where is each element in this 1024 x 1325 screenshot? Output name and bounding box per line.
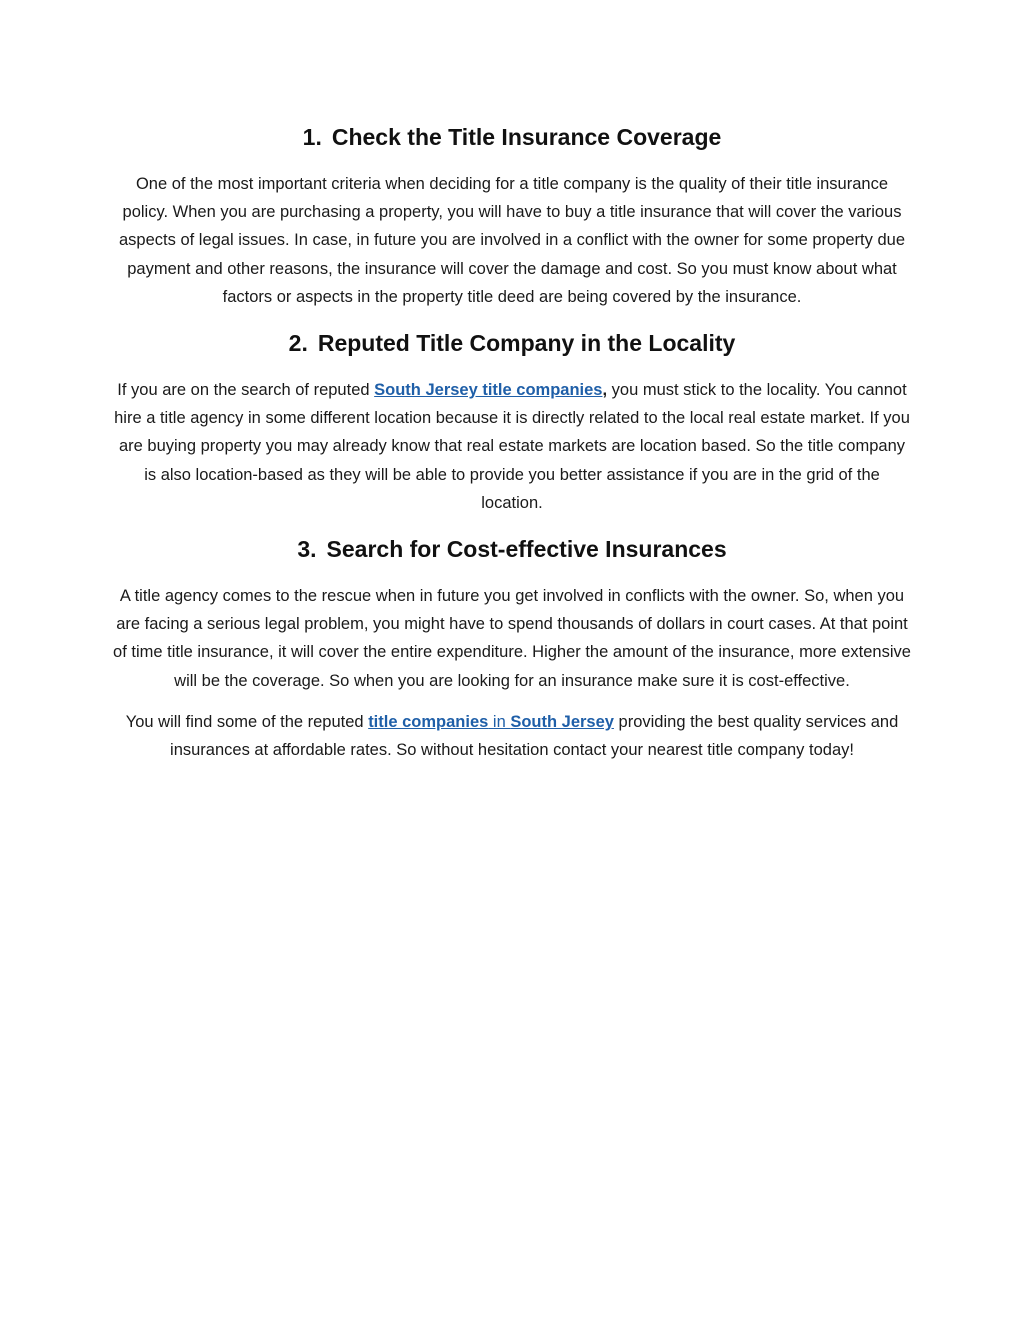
title-companies-link[interactable]: title companies (368, 712, 489, 731)
closing-paragraph (112, 708, 912, 764)
section-2-body (112, 376, 912, 517)
section-2-title: Reputed Title Company in the Locality (317, 330, 736, 357)
closing-end: providing the best quality services and insurances at affordable rates. So without hesitation contact your nearest title company today! (170, 712, 899, 760)
section-3-number: 3. (297, 536, 317, 563)
section-2-body-start: If you are on the search of reputed (117, 381, 375, 400)
section-1-body: One of the most important criteria when deciding for a title company is the quality of their title insurance policy. When you are purchasing a property, you will have to buy a title insurance that will cover the various aspects of legal issues. In case, in future you are involved in a conflict with the owner for some property due payment and other reasons, the insurance will cover the damage and cost. So you must know about what factors or aspects in the property title deed are being covered by the insurance. (119, 175, 905, 306)
section-1-title: Check the Title Insurance Coverage (331, 124, 722, 150)
section-1-heading (112, 118, 912, 156)
section-3-heading (112, 530, 912, 568)
south-jersey-title-companies-link[interactable]: South Jersey title companies (374, 381, 603, 400)
section-3-body: A title agency comes to the rescue when in future you get involved in conflicts with the owner. So, when you are facing a serious legal problem, you might have to spend thousands of dollars in court cases. At that point of time title insurance, it will cover the entire expenditure. Higher the amount of the insurance, more extensive will be the coverage. So when you are looking for an insurance make sure it is cost-effective. (113, 587, 911, 690)
section-2-body-end: you must stick to the locality. You cannot hire a title agency in some different location because it is directly related to the local real estate market. If you are buying property you may already know that real estate markets are location based. So the title company is also location-based as they will be able to provide you better assistance if you are in the grid of the location. (114, 381, 910, 512)
section-2-comma: , (602, 381, 608, 400)
section-3-title: Search for Cost-effective Insurances (326, 536, 727, 563)
document-page (112, 118, 912, 764)
south-jersey-link[interactable]: South Jersey (510, 712, 614, 731)
section-2-heading (112, 324, 912, 362)
in-link[interactable]: in (488, 712, 511, 731)
closing-start: You will find some of the reputed (125, 712, 369, 731)
section-1-number: 1. (302, 124, 322, 150)
section-2-number: 2. (288, 330, 308, 357)
